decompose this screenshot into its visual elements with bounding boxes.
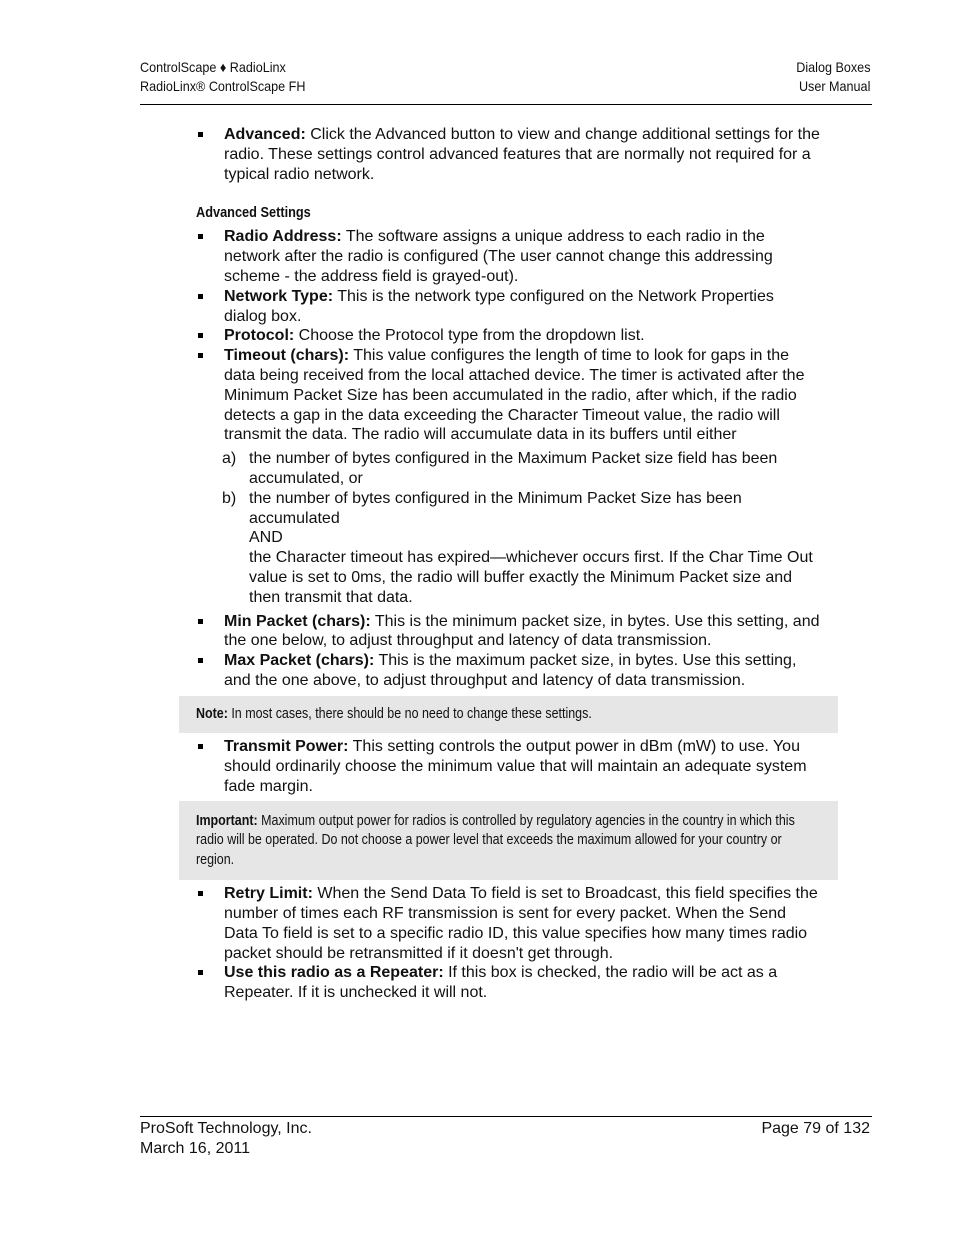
list-item (196, 125, 821, 184)
list-item (196, 651, 821, 691)
item-text: If this box is checked, the radio will be act as a Repeater. If it is unchecked it will not. (224, 964, 778, 1002)
sublist-marker: b) (222, 489, 237, 507)
page-body (196, 125, 821, 1003)
item-term: Timeout (chars): (224, 347, 350, 365)
footer-date: March 16, 2011 (140, 1140, 250, 1157)
note-box (179, 696, 838, 734)
header-product-line: ControlScape ♦ RadioLinx (140, 59, 286, 75)
item-text: This setting controls the output power in dBm (mW) to use. You should ordinarily choose the minimum value that will maintain an adequate system fade margin. (224, 738, 807, 795)
item-term: Transmit Power: (224, 738, 349, 756)
item-term: Min Packet (chars): (224, 612, 371, 630)
list-item (196, 227, 821, 286)
sublist-text: the number of bytes configured in the Maximum Packet size field has been accumulated, or (249, 450, 778, 487)
list-item (196, 963, 821, 1003)
item-text: This is the network type configured on the Network Properties dialog box. (224, 287, 774, 325)
note-label: Note: (196, 705, 228, 722)
item-text: Choose the Protocol type from the dropdown list. (294, 327, 645, 345)
footer-rule (140, 1116, 872, 1117)
header-rule (140, 104, 872, 105)
item-text: When the Send Data To field is set to Broadcast, this field specifies the number of times each RF transmission is sent for every packet. When the Send Data To field is set to a specific radio ID, this value specifies how many times radio packet should be retransmitted if it doesn't get through. (224, 885, 818, 962)
item-term: Max Packet (chars): (224, 652, 375, 670)
page-number: Page 79 of 132 (761, 1120, 870, 1137)
section-heading: Advanced Settings (196, 204, 311, 222)
settings-list (196, 227, 821, 690)
sublist-marker: a) (222, 450, 237, 468)
list-item (196, 326, 821, 346)
item-term: Retry Limit: (224, 885, 313, 903)
item-text: This value configures the length of time to look for gaps in the data being received from the local attached device. The timer is activated after the Minimum Packet Size has been accumulated in the radio, after which, if the radio detects a gap in the data exceeding the Character Timeout value, the radio will transmit the data. The radio will accumulate data in its buffers until either (224, 347, 805, 444)
note-text: In most cases, there should be no need to change these settings. (227, 705, 592, 722)
list-item (196, 737, 821, 796)
item-text: This is the maximum packet size, in bytes. Use this setting, and the one above, to adjust throughput and latency of data transmission. (224, 652, 797, 689)
running-header-right (788, 58, 871, 96)
sublist-continuation: the Character timeout has expired—whichever occurs first. If the Char Time Out value is set to 0ms, the radio will buffer exactly the Minimum Packet size and then transmit that data. (249, 549, 813, 606)
footer-company: ProSoft Technology, Inc. (140, 1120, 312, 1137)
sublist-text: the number of bytes configured in the Minimum Packet Size has been accumulated (249, 489, 742, 527)
item-term: Protocol: (224, 327, 295, 345)
footer-right (761, 1119, 870, 1139)
item-text: The software assigns a unique address to each radio in the network after the radio is configured (The user cannot change this addressing scheme - the address field is grayed-out). (224, 228, 773, 285)
sublist-item (224, 489, 821, 608)
sublist-item (224, 449, 821, 489)
retry-list (196, 884, 821, 1003)
important-text: Maximum output power for radios is controlled by regulatory agencies in the country in which this radio will be operated. Do not choose a power level that exceeds the maximum allowed for your country or region. (196, 812, 795, 868)
sublist-and: AND (249, 529, 283, 547)
list-item (196, 346, 821, 607)
intro-list (196, 125, 821, 184)
header-product-name: RadioLinx® ControlScape FH (140, 78, 306, 94)
list-item (196, 287, 821, 327)
header-doc-type: User Manual (798, 78, 870, 94)
list-item (196, 884, 821, 963)
item-text: This is the minimum packet size, in bytes. Use this setting, and the one below, to adjust throughput and latency of data transmission. (224, 612, 820, 650)
item-term: Advanced: (224, 126, 306, 143)
footer-left (140, 1119, 312, 1159)
item-term: Radio Address: (224, 228, 342, 246)
transmit-list (196, 737, 821, 796)
timeout-sublist (224, 449, 821, 607)
item-term: Use this radio as a Repeater: (224, 964, 444, 982)
running-header-left (140, 58, 324, 96)
important-label: Important: (196, 812, 258, 829)
list-item (196, 612, 821, 652)
header-section: Dialog Boxes (795, 59, 870, 75)
item-text: Click the Advanced button to view and change additional settings for the radio. These settings control advanced features that are normally not required for a typical radio network. (224, 126, 820, 183)
important-box (179, 801, 838, 881)
item-term: Network Type: (224, 287, 334, 305)
